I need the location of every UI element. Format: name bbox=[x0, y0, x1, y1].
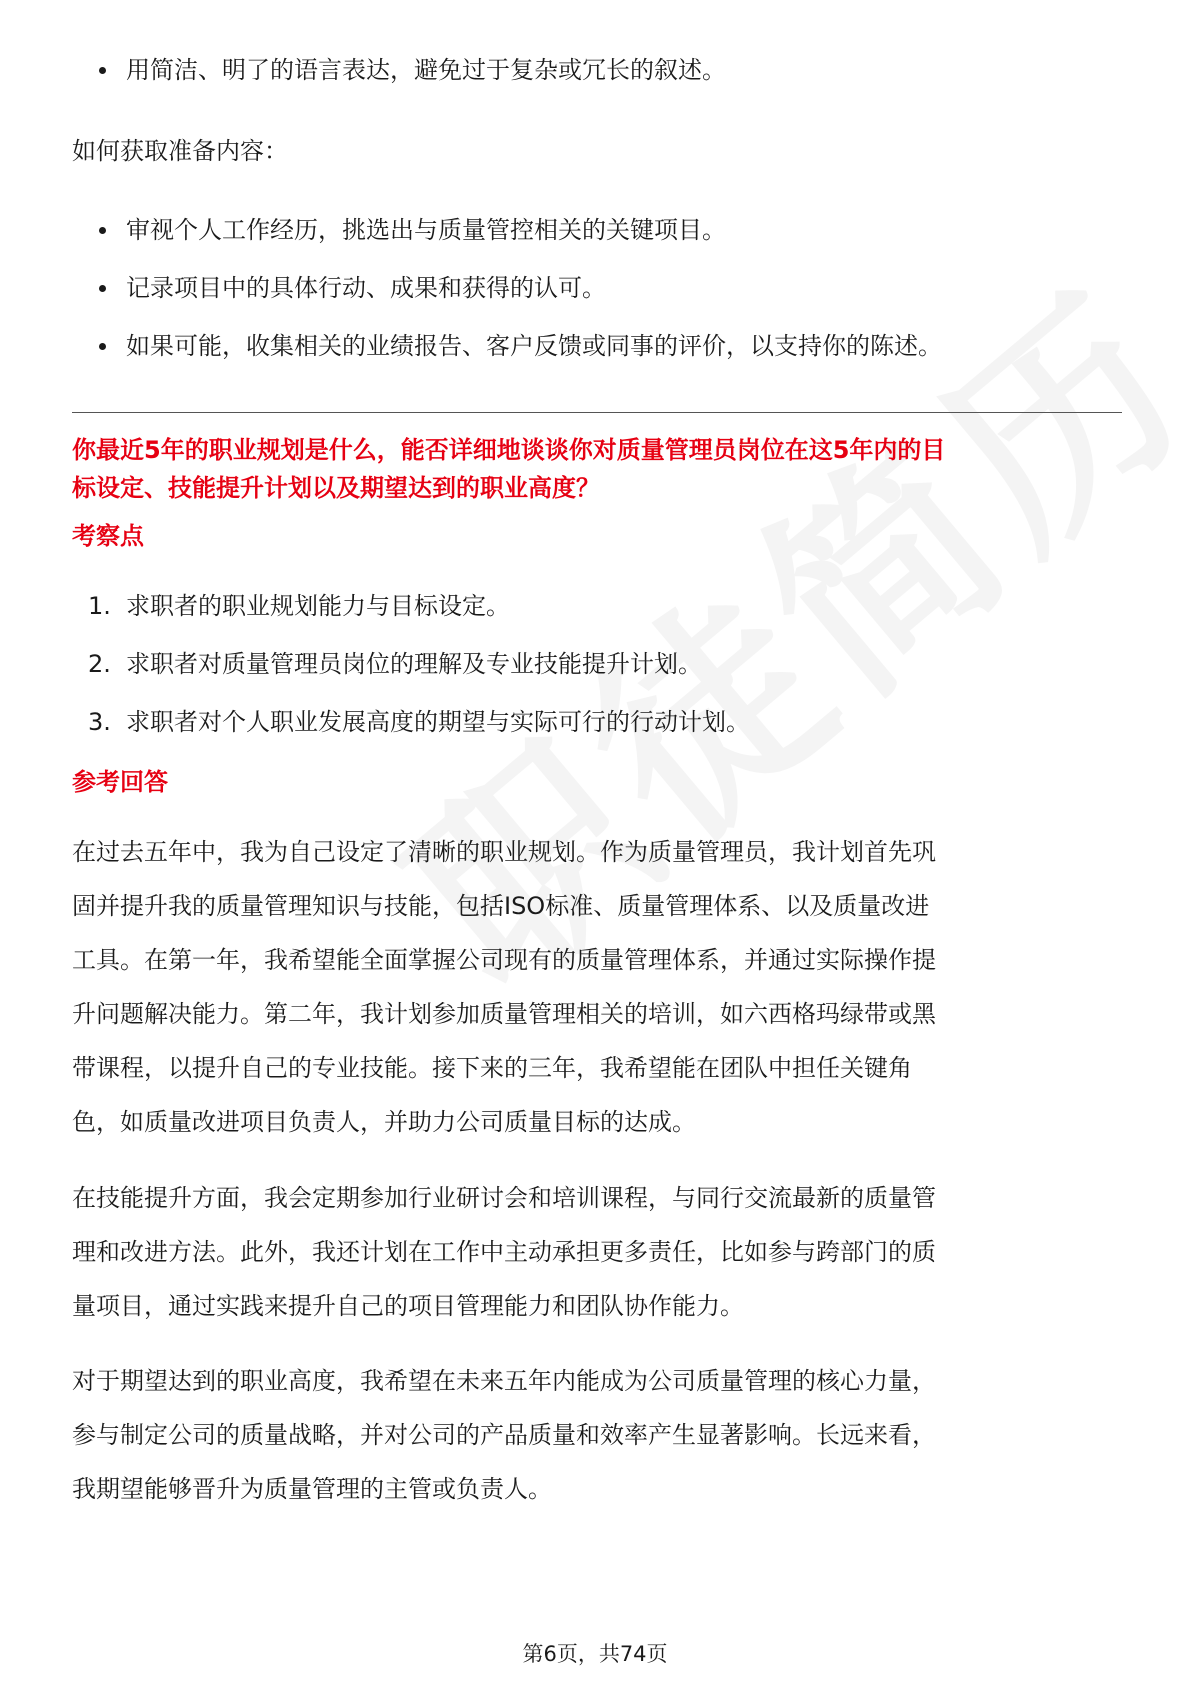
exam-points-list bbox=[72, 590, 750, 764]
top-bullet-list bbox=[72, 54, 726, 112]
list-item bbox=[72, 330, 942, 362]
list-item bbox=[72, 54, 726, 86]
list-number: 2. bbox=[88, 650, 111, 678]
answer-line: 升问题解决能力。第二年，我计划参加质量管理相关的培训，如六西格玛绿带或黑 bbox=[72, 1000, 936, 1028]
list-item-text: 求职者的职业规划能力与目标设定。 bbox=[126, 592, 510, 620]
list-item bbox=[72, 214, 942, 246]
prep-bullet-list bbox=[72, 214, 942, 388]
bullet-dot-icon bbox=[99, 343, 106, 350]
question-line-2: 标设定、技能提升计划以及期望达到的职业高度？ bbox=[72, 474, 600, 502]
list-item-text: 用简洁、明了的语言表达，避免过于复杂或冗长的叙述。 bbox=[126, 56, 726, 84]
list-item bbox=[72, 272, 942, 304]
answer-paragraph-1 bbox=[72, 825, 1122, 1149]
section-divider bbox=[72, 412, 1122, 413]
answer-line: 对于期望达到的职业高度，我希望在未来五年内能成为公司质量管理的核心力量， bbox=[72, 1367, 936, 1395]
bullet-dot-icon bbox=[99, 67, 106, 74]
answer-line: 带课程，以提升自己的专业技能。接下来的三年，我希望能在团队中担任关键角 bbox=[72, 1054, 912, 1082]
answer-paragraph-2 bbox=[72, 1171, 1122, 1333]
answer-line: 固并提升我的质量管理知识与技能，包括ISO标准、质量管理体系、以及质量改进 bbox=[72, 892, 930, 920]
page-footer: 第6页，共74页 bbox=[522, 1642, 668, 1666]
answer-title: 参考回答 bbox=[72, 768, 168, 796]
list-number: 1. bbox=[88, 592, 111, 620]
list-item-text: 求职者对个人职业发展高度的期望与实际可行的行动计划。 bbox=[126, 708, 750, 736]
bullet-dot-icon bbox=[99, 285, 106, 292]
answer-paragraph-3 bbox=[72, 1354, 1122, 1516]
list-item bbox=[72, 706, 750, 738]
answer-line: 色，如质量改进项目负责人，并助力公司质量目标的达成。 bbox=[72, 1108, 696, 1136]
list-number: 3. bbox=[88, 708, 111, 736]
prep-heading: 如何获取准备内容： bbox=[72, 137, 288, 165]
bullet-dot-icon bbox=[99, 227, 106, 234]
list-item-text: 记录项目中的具体行动、成果和获得的认可。 bbox=[126, 274, 606, 302]
question-title bbox=[72, 431, 1122, 507]
list-item-text: 如果可能，收集相关的业绩报告、客户反馈或同事的评价，以支持你的陈述。 bbox=[126, 332, 942, 360]
list-item bbox=[72, 648, 750, 680]
answer-line: 工具。在第一年，我希望能全面掌握公司现有的质量管理体系，并通过实际操作提 bbox=[72, 946, 936, 974]
list-item-text: 求职者对质量管理员岗位的理解及专业技能提升计划。 bbox=[126, 650, 702, 678]
list-item bbox=[72, 590, 750, 622]
answer-line: 参与制定公司的质量战略，并对公司的产品质量和效率产生显著影响。长远来看， bbox=[72, 1421, 936, 1449]
answer-line: 我期望能够晋升为质量管理的主管或负责人。 bbox=[72, 1475, 552, 1503]
list-item-text: 审视个人工作经历，挑选出与质量管控相关的关键项目。 bbox=[126, 216, 726, 244]
answer-line: 在过去五年中，我为自己设定了清晰的职业规划。作为质量管理员，我计划首先巩 bbox=[72, 838, 936, 866]
answer-line: 在技能提升方面，我会定期参加行业研讨会和培训课程，与同行交流最新的质量管 bbox=[72, 1184, 936, 1212]
exam-points-title: 考察点 bbox=[72, 522, 144, 550]
answer-line: 理和改进方法。此外，我还计划在工作中主动承担更多责任，比如参与跨部门的质 bbox=[72, 1238, 936, 1266]
answer-line: 量项目，通过实践来提升自己的项目管理能力和团队协作能力。 bbox=[72, 1292, 744, 1320]
question-line-1: 你最近5年的职业规划是什么，能否详细地谈谈你对质量管理员岗位在这5年内的目 bbox=[72, 436, 946, 464]
